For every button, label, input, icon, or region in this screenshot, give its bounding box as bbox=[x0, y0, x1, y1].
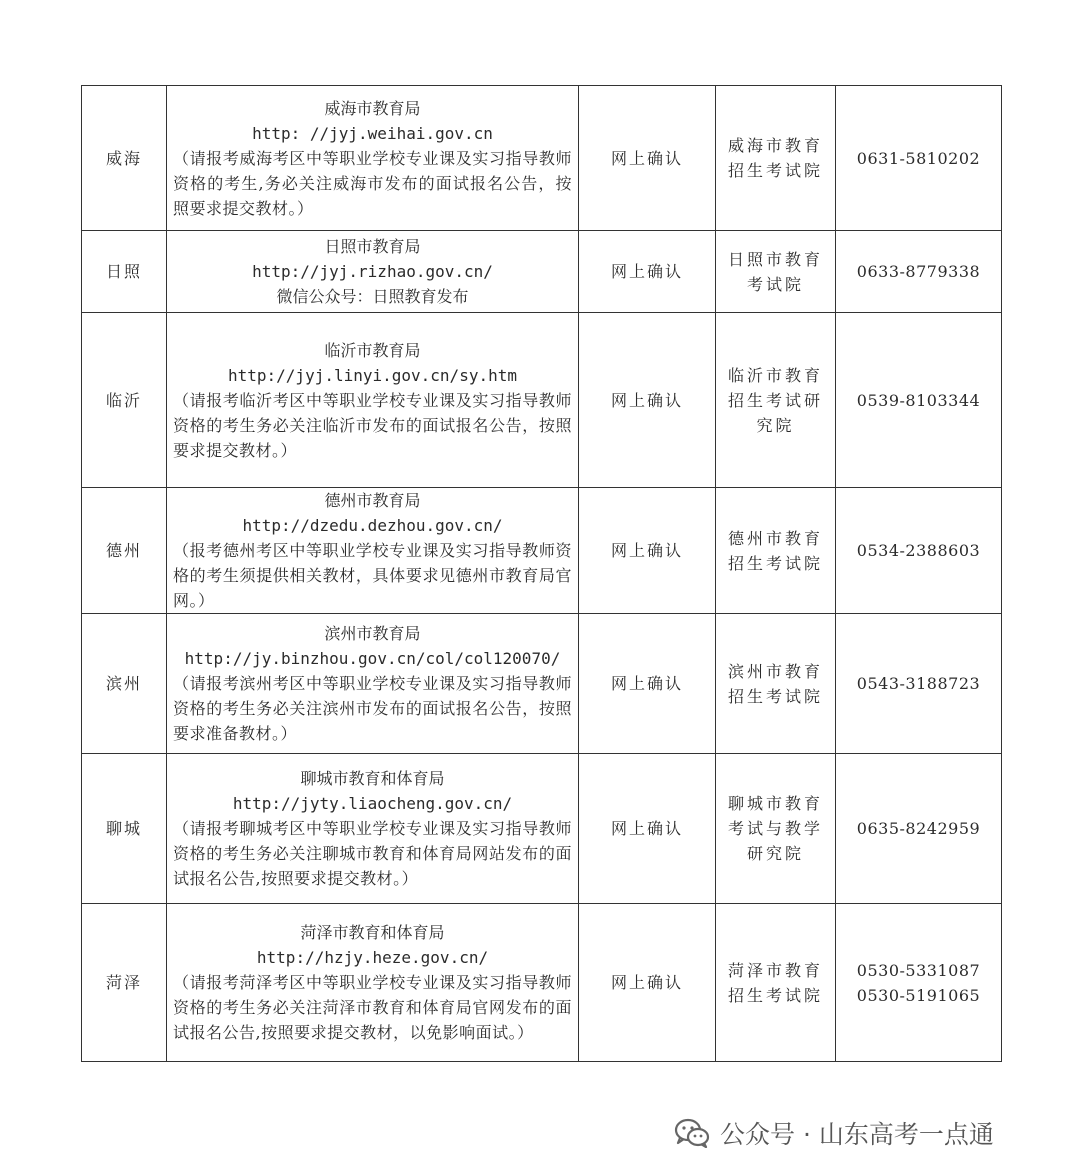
bureau-url: http://hzjy.heze.gov.cn/ bbox=[256, 948, 489, 967]
phone-cell bbox=[836, 904, 1002, 1062]
org-cell: 日照市教育考试院 bbox=[716, 231, 836, 313]
org-cell: 菏泽市教育招生考试院 bbox=[716, 904, 836, 1062]
phone-cell bbox=[836, 313, 1002, 488]
org-cell: 临沂市教育招生考试研究院 bbox=[716, 313, 836, 488]
phone-cell bbox=[836, 754, 1002, 904]
method-cell: 网上确认 bbox=[579, 86, 716, 231]
bureau-note: （请报考威海考区中等职业学校专业课及实习指导教师资格的考生,务必关注威海市发布的面试报名公告，按照要求提交教材。） bbox=[173, 148, 572, 218]
phone-cell bbox=[836, 86, 1002, 231]
phone-number: 0543-3188723 bbox=[856, 674, 981, 693]
bureau-note: （请报考菏泽考区中等职业学校专业课及实习指导教师资格的考生务必关注菏泽市教育和体育局官网发布的面试报名公告,按照要求提交教材，以免影响面试。） bbox=[173, 973, 572, 1042]
org-cell: 聊城市教育考试与教学研究院 bbox=[716, 754, 836, 904]
bureau-note: 微信公众号：日照教育发布 bbox=[276, 287, 469, 306]
bureau-url: http://jyj.rizhao.gov.cn/ bbox=[252, 262, 493, 281]
table-row bbox=[82, 231, 1002, 313]
phone-number: 0530-5331087 bbox=[856, 960, 981, 980]
phone-number: 0631-5810202 bbox=[856, 148, 981, 168]
phone-cell bbox=[836, 488, 1002, 614]
city-cell: 威海 bbox=[82, 86, 167, 231]
table-row bbox=[82, 904, 1002, 1062]
phone-number: 0635-8242959 bbox=[856, 819, 981, 838]
bureau-url: http: //jyj.weihai.gov.cn bbox=[252, 123, 493, 143]
bureau-note: （请报考滨州考区中等职业学校专业课及实习指导教师资格的考生务必关注滨州市发布的面试报名公告，按照要求准备教材。） bbox=[173, 674, 572, 743]
bureau-info-cell bbox=[167, 614, 579, 754]
org-cell: 滨州市教育招生考试院 bbox=[716, 614, 836, 754]
bureau-name: 威海市教育局 bbox=[324, 98, 421, 118]
bureau-info-cell bbox=[167, 231, 579, 313]
phone-number: 0539-8103344 bbox=[856, 390, 981, 410]
table-row bbox=[82, 86, 1002, 231]
bureau-info-cell bbox=[167, 754, 579, 904]
watermark-footer bbox=[674, 1113, 994, 1153]
method-cell: 网上确认 bbox=[579, 231, 716, 313]
bureau-name: 滨州市教育局 bbox=[324, 624, 421, 643]
bureau-info-cell bbox=[167, 904, 579, 1062]
phone-number: 0530-5191065 bbox=[856, 985, 981, 1005]
org-cell: 德州市教育招生考试院 bbox=[716, 488, 836, 614]
city-cell: 滨州 bbox=[82, 614, 167, 754]
phone-cell bbox=[836, 614, 1002, 754]
bureau-url: http://dzedu.dezhou.gov.cn/ bbox=[242, 516, 503, 535]
info-table bbox=[81, 85, 1002, 1062]
table-row bbox=[82, 614, 1002, 754]
city-cell: 日照 bbox=[82, 231, 167, 313]
bureau-name: 德州市教育局 bbox=[324, 491, 421, 510]
phone-cell bbox=[836, 231, 1002, 313]
bureau-info-cell bbox=[167, 313, 579, 488]
bureau-note: （报考德州考区中等职业学校专业课及实习指导教师资格的考生须提供相关教材，具体要求见德州市教育局官网。） bbox=[173, 541, 572, 610]
phone-number: 0633-8779338 bbox=[856, 262, 981, 281]
bureau-note: （请报考临沂考区中等职业学校专业课及实习指导教师资格的考生务必关注临沂市发布的面试报名公告，按照要求提交教材。） bbox=[173, 390, 572, 460]
method-cell: 网上确认 bbox=[579, 488, 716, 614]
bureau-name: 临沂市教育局 bbox=[324, 340, 421, 360]
bureau-url: http://jyj.linyi.gov.cn/sy.htm bbox=[228, 365, 517, 385]
method-cell: 网上确认 bbox=[579, 754, 716, 904]
city-cell: 聊城 bbox=[82, 754, 167, 904]
city-cell: 德州 bbox=[82, 488, 167, 614]
bureau-name: 菏泽市教育和体育局 bbox=[300, 923, 445, 942]
bureau-name: 日照市教育局 bbox=[324, 237, 421, 256]
table-row bbox=[82, 488, 1002, 614]
wechat-icon bbox=[674, 1118, 710, 1148]
bureau-info-cell bbox=[167, 488, 579, 614]
method-cell: 网上确认 bbox=[579, 904, 716, 1062]
bureau-info-cell bbox=[167, 86, 579, 231]
phone-number: 0534-2388603 bbox=[856, 541, 981, 560]
method-cell: 网上确认 bbox=[579, 614, 716, 754]
table-row bbox=[82, 754, 1002, 904]
bureau-name: 聊城市教育和体育局 bbox=[300, 769, 445, 788]
bureau-note: （请报考聊城考区中等职业学校专业课及实习指导教师资格的考生务必关注聊城市教育和体育局网站发布的面试报名公告,按照要求提交教材。） bbox=[173, 819, 572, 888]
bureau-url: http://jyty.liaocheng.gov.cn/ bbox=[232, 794, 513, 813]
org-cell: 威海市教育招生考试院 bbox=[716, 86, 836, 231]
bureau-url: http://jy.binzhou.gov.cn/col/col120070/ bbox=[184, 649, 561, 668]
method-cell: 网上确认 bbox=[579, 313, 716, 488]
city-cell: 临沂 bbox=[82, 313, 167, 488]
city-cell: 菏泽 bbox=[82, 904, 167, 1062]
watermark-text: 公众号 · 山东高考一点通 bbox=[720, 1120, 994, 1149]
table-row bbox=[82, 313, 1002, 488]
